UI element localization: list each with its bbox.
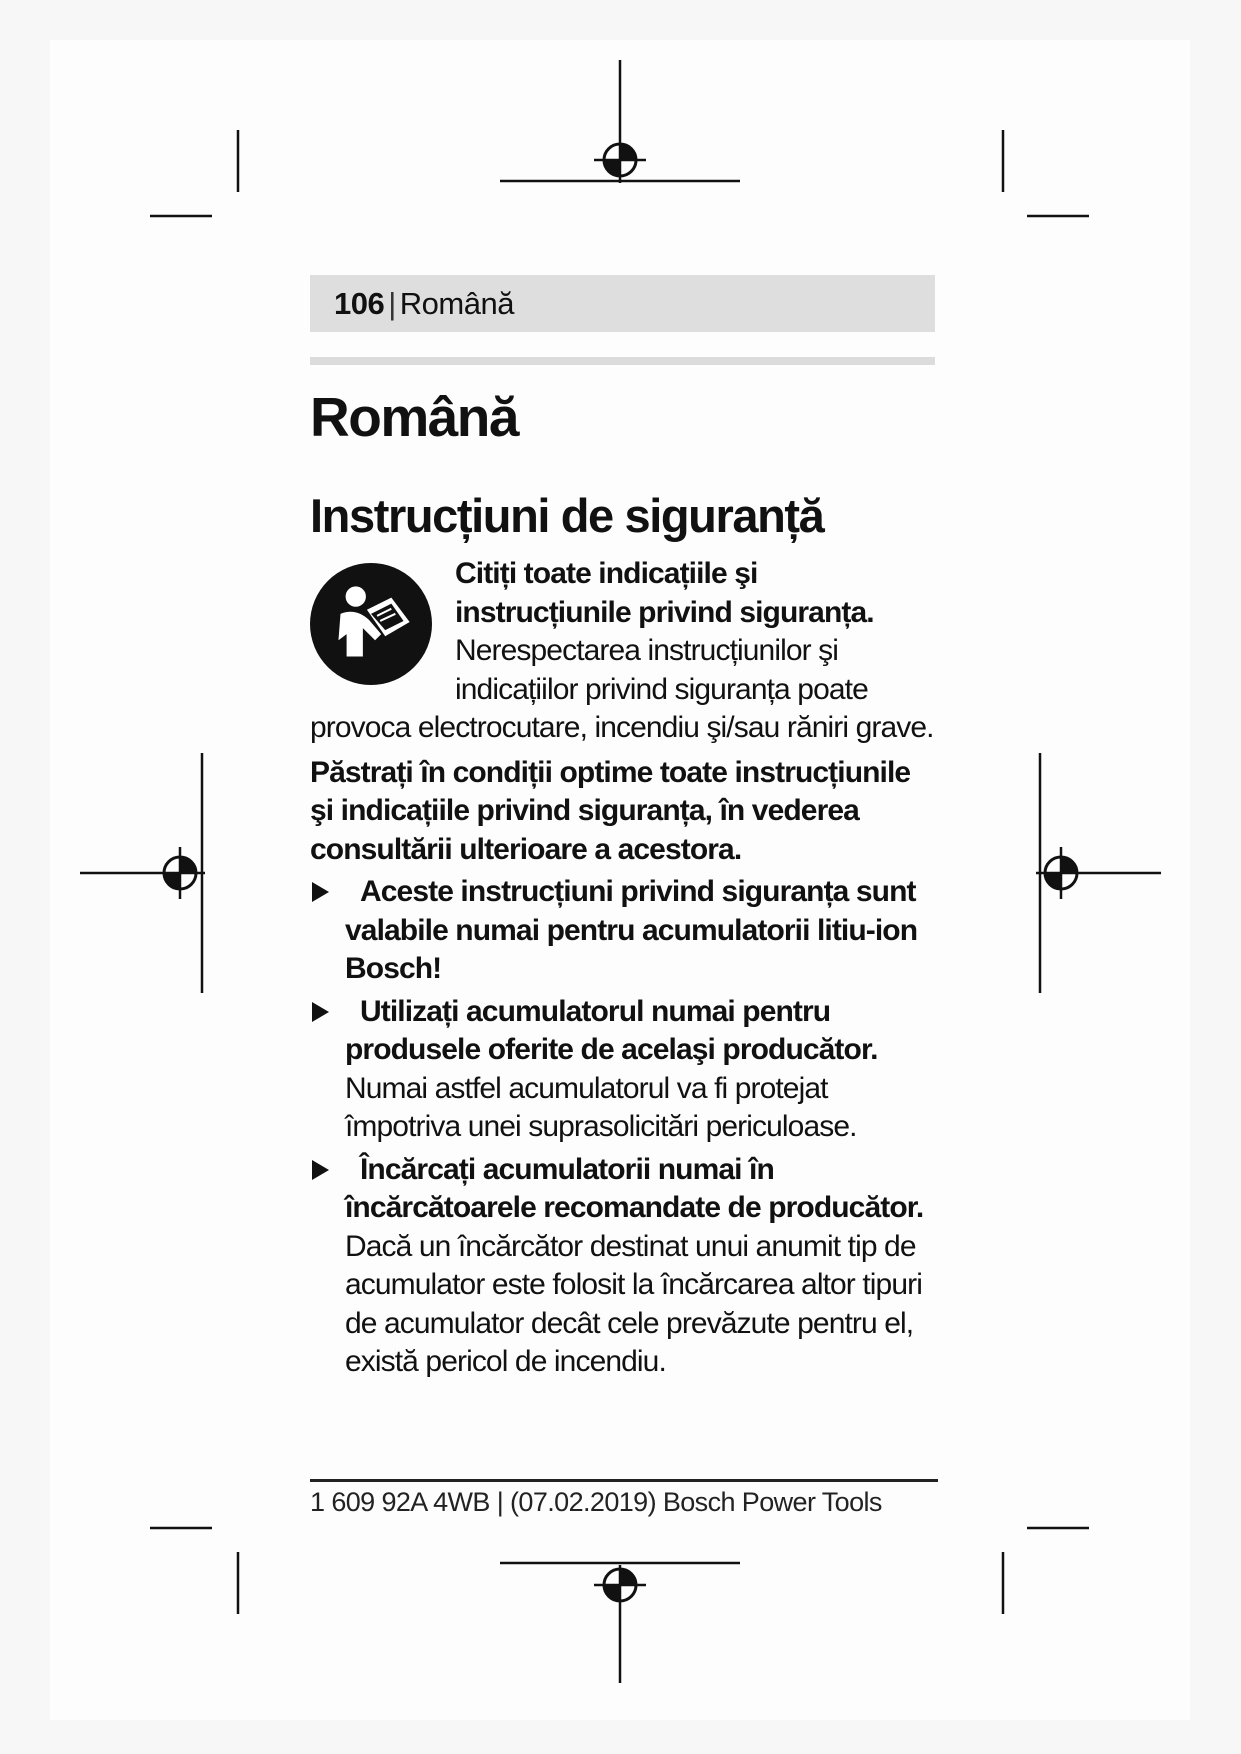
header-rule (310, 357, 935, 365)
intro-paragraph (310, 555, 940, 748)
safety-list (310, 873, 940, 1382)
page-number: 106 (334, 286, 385, 321)
bullet-bold: Încărcați acumulatorii numai în încărcătoarele recomandate de producător. (345, 1152, 924, 1224)
triangle-bullet-icon (312, 1002, 329, 1022)
section-title: Instrucțiuni de siguranță (310, 489, 824, 542)
list-item (310, 873, 940, 989)
bullet-bold: Utilizați acumulatorul numai pentru produsele oferite de acelaşi producător. (345, 994, 878, 1066)
triangle-bullet-icon (312, 1160, 329, 1180)
bullet-text: Numai astfel acumulatorul va fi protejat împotriva unei suprasolicitări periculoase. (345, 1071, 857, 1143)
intro-text: Nerespectarea instrucțiunilor şi indicațiilor privind siguranța poate provoca electrocutare, incendiu şi/sau răniri grave. (310, 634, 934, 744)
list-item (310, 1151, 940, 1382)
read-manual-icon (310, 563, 432, 685)
footer-rule (310, 1479, 938, 1482)
bullet-bold: Aceste instrucțiuni privind siguranța sunt valabile numai pentru acumulatorii litiu-ion Bosch! (345, 875, 918, 985)
safety-content (310, 555, 940, 1382)
page-footer: 1 609 92A 4WB | (07.02.2019) Bosch Power Tools (310, 1487, 882, 1517)
header-language: Română (399, 286, 514, 321)
list-item (310, 993, 940, 1147)
header-separator: | (388, 286, 396, 321)
intro-bold: Citiți toate indicațiile şi instrucțiunile privind siguranța. (455, 557, 874, 629)
triangle-bullet-icon (312, 882, 329, 902)
page-title: Română (310, 386, 518, 448)
bullet-text: Dacă un încărcător destinat unui anumit tip de acumulator este folosit la încărcarea altor tipuri de acumulator decât cele prevăzute pentru el, există pericol de incendiu. (345, 1229, 922, 1378)
keep-instructions: Păstrați în condiții optime toate instrucțiunile şi indicațiile privind siguranța, în vederea consultării ulterioare a acestora. (310, 755, 911, 866)
page-header (334, 284, 514, 324)
